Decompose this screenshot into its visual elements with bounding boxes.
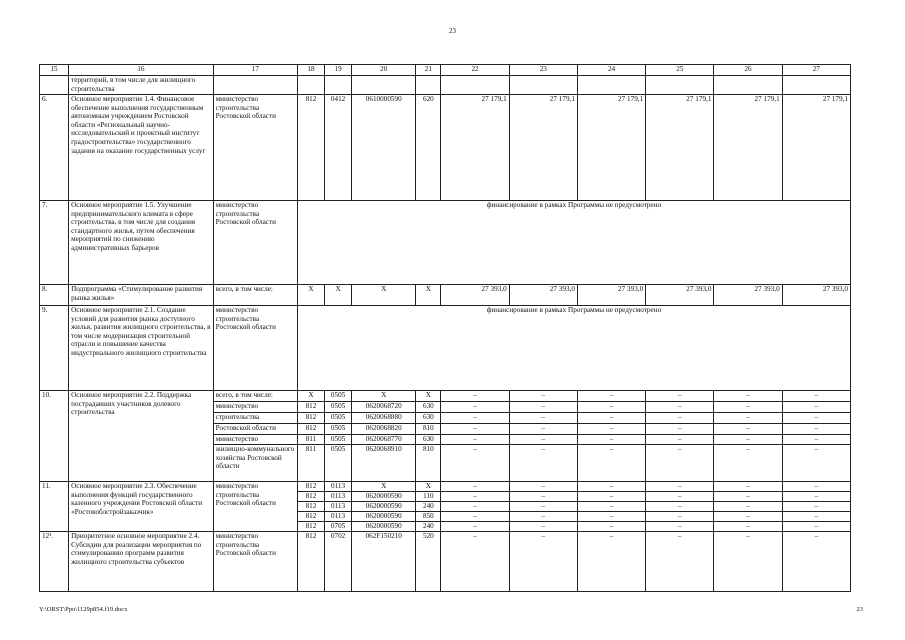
empty-cell [297,76,324,95]
value-cell-23: – [509,391,577,402]
value-cell-24: – [577,435,645,445]
cell-grbs: 811 [297,435,324,445]
cell-csr: 0620068880 [352,413,416,424]
value-cell-26: – [714,492,782,502]
value-cell-22: 27 179,1 [441,95,509,201]
cell-rzpr: 0705 [325,522,352,532]
executor-cell: министерство [213,435,297,445]
cell-rzpr: 0505 [325,445,352,482]
value-cell-22: – [441,424,509,435]
cell-csr: X [352,285,416,306]
column-header-17: 17 [213,65,297,76]
cell-grbs: 812 [297,424,324,435]
column-header-15: 15 [40,65,69,76]
value-cell-24: 27 393,0 [577,285,645,306]
value-cell-27: – [782,512,850,522]
value-cell-27: – [782,445,850,482]
cell-csr: 062F150210 [352,532,416,592]
column-header-19: 19 [325,65,352,76]
cell-rzpr: 0505 [325,402,352,413]
empty-cell [325,76,352,95]
value-cell-25: – [646,391,714,402]
cell-csr: 0610000590 [352,95,416,201]
empty-cell [782,76,850,95]
executor-cell: министерство [213,402,297,413]
value-cell-22: – [441,532,509,592]
table-row-12 [40,532,851,592]
funding-note-cell: финансирование в рамках Программы не предусмотрено [297,201,850,285]
table-row-11-sub [40,482,851,492]
value-cell-23: – [509,402,577,413]
cell-rzpr: 0113 [325,512,352,522]
cell-vr: 850 [416,512,441,522]
executor-cell: министерство строительства Ростовской области [213,482,297,532]
cell-csr: 0620068720 [352,402,416,413]
value-cell-22: – [441,435,509,445]
cell-grbs: 812 [297,402,324,413]
value-cell-26: – [714,424,782,435]
value-cell-25: – [646,445,714,482]
value-cell-25: – [646,522,714,532]
value-cell-23: – [509,512,577,522]
value-cell-23: – [509,445,577,482]
value-cell-27: – [782,435,850,445]
cell-csr: 0620000590 [352,502,416,512]
executor-cell: министерство строительства Ростовской области [213,306,297,391]
value-cell-27: – [782,413,850,424]
value-cell-26: – [714,522,782,532]
row-name-cell: Основное мероприятие 2.1. Создание условий для развития рынка доступного жилья, развития жилищного строительства, в том числе модернизация строительной отрасли и повышение качества индустриального жилищного строительства [69,306,214,391]
cell-csr: 0620000590 [352,512,416,522]
row-number-cell: 8. [40,285,69,306]
value-cell-27: 27 179,1 [782,95,850,201]
value-cell-23: – [509,424,577,435]
row-name-cell: Основное мероприятие 2.3. Обеспечение выполнения функций государственного казенного учреждения Ростовской области «Ростовоблстройзаказчик» [69,482,214,532]
value-cell-24: – [577,492,645,502]
funding-note-cell: финансирование в рамках Программы не предусмотрено [297,306,850,391]
table-row-6 [40,95,851,201]
row-number-cell: 10. [40,391,69,482]
value-cell-24: – [577,522,645,532]
cell-rzpr: 0505 [325,413,352,424]
footer-page-number: 23 [856,606,863,613]
cell-csr: X [352,482,416,492]
value-cell-22: – [441,492,509,502]
value-cell-26: – [714,482,782,492]
cell-csr: 0620068820 [352,424,416,435]
value-cell-24: – [577,413,645,424]
executor-cell: министерство строительства Ростовской области [213,201,297,285]
column-header-25: 25 [646,65,714,76]
cell-grbs: 812 [297,532,324,592]
value-cell-26: 27 179,1 [714,95,782,201]
value-cell-26: 27 393,0 [714,285,782,306]
value-cell-26: – [714,532,782,592]
cell-csr: 0620000590 [352,522,416,532]
cell-vr: 630 [416,413,441,424]
value-cell-25: 27 179,1 [646,95,714,201]
value-cell-23: 27 179,1 [509,95,577,201]
value-cell-23: – [509,435,577,445]
value-cell-25: – [646,413,714,424]
cell-csr: 0620068910 [352,445,416,482]
column-header-16: 16 [69,65,214,76]
value-cell-22: – [441,413,509,424]
value-cell-24: – [577,482,645,492]
executor-cell: Ростовской области [213,424,297,435]
row-number-cell: 7. [40,201,69,285]
cell-grbs: 812 [297,522,324,532]
column-header-27: 27 [782,65,850,76]
value-cell-25: – [646,482,714,492]
value-cell-27: – [782,391,850,402]
executor-cell: строительства [213,413,297,424]
value-cell-23: – [509,532,577,592]
value-cell-26: – [714,502,782,512]
value-cell-23: – [509,502,577,512]
value-cell-22: – [441,522,509,532]
value-cell-27: – [782,492,850,502]
empty-cell [646,76,714,95]
value-cell-25: – [646,402,714,413]
table-row-9 [40,306,851,391]
value-cell-27: – [782,424,850,435]
value-cell-25: – [646,424,714,435]
table-row-8 [40,285,851,306]
cell-vr: 110 [416,492,441,502]
cell-grbs: 812 [297,482,324,492]
row-number-cell: 6. [40,95,69,201]
value-cell-26: – [714,402,782,413]
cell-rzpr: 0505 [325,424,352,435]
cell-grbs: 812 [297,95,324,201]
cell-vr: 630 [416,402,441,413]
column-header-18: 18 [297,65,324,76]
header-row [40,65,851,76]
row-name-cell: Основное мероприятие 1.4. Финансовое обеспечение выполнения государственным автономным учреждением Ростовской области «Региональный научно-исследовательский и проектный институт градостроительства» государственного задания на оказание государственных услуг [69,95,214,201]
row-name-cell: Подпрограмма «Стимулирование развития рынка жилья» [69,285,214,306]
cell-vr: 810 [416,445,441,482]
cell-rzpr: 0113 [325,492,352,502]
cell-rzpr: 0702 [325,532,352,592]
value-cell-25: – [646,492,714,502]
value-cell-27: – [782,522,850,532]
executor-cell: всего, в том числе: [213,391,297,402]
cell-rzpr: 0113 [325,502,352,512]
cell-vr: 240 [416,522,441,532]
value-cell-23: – [509,413,577,424]
value-cell-24: – [577,402,645,413]
cell-grbs: X [297,391,324,402]
empty-cell [416,76,441,95]
value-cell-22: – [441,482,509,492]
value-cell-24: – [577,445,645,482]
value-cell-27: – [782,502,850,512]
page-number: 23 [449,27,456,35]
executor-cell: всего, в том числе: [213,285,297,306]
row-number-cell: 11. [40,482,69,532]
value-cell-24: – [577,532,645,592]
cell-grbs: 812 [297,502,324,512]
value-cell-24: 27 179,1 [577,95,645,201]
cell-rzpr: 0505 [325,391,352,402]
cell-grbs: 812 [297,413,324,424]
value-cell-23: – [509,522,577,532]
program-table [39,64,851,592]
column-header-22: 22 [441,65,509,76]
row-name-cell: территорий, в том числе для жилищного строительства [69,76,214,95]
cell-csr: 0620068770 [352,435,416,445]
cell-csr: X [352,391,416,402]
row-number-cell [40,76,69,95]
table-row-10-sub [40,391,851,402]
cell-vr: 810 [416,424,441,435]
footer-file-path: Y:\ORST\Ppo\1129p854.f19.docx [39,606,128,613]
value-cell-26: – [714,413,782,424]
cell-vr: X [416,482,441,492]
empty-cell [352,76,416,95]
value-cell-23: – [509,482,577,492]
cell-rzpr: 0113 [325,482,352,492]
empty-cell [714,76,782,95]
value-cell-25: – [646,502,714,512]
value-cell-24: – [577,512,645,522]
executor-cell: жилищно-коммунального хозяйства Ростовской области [213,445,297,482]
cell-grbs: X [297,285,324,306]
executor-cell: министерство строительства Ростовской области [213,532,297,592]
column-header-23: 23 [509,65,577,76]
value-cell-25: – [646,512,714,522]
value-cell-22: – [441,391,509,402]
executor-cell: министерство строительства Ростовской области [213,95,297,201]
value-cell-24: – [577,391,645,402]
value-cell-23: – [509,492,577,502]
value-cell-24: – [577,502,645,512]
row-name-cell: Основное мероприятие 1.5. Улучшение предпринимательского климата в сфере строительства, в том числе для создания стандартного жилья, путем обеспечения мероприятий по снижению административных барьеров [69,201,214,285]
cell-csr: 0620000590 [352,492,416,502]
value-cell-27: 27 393,0 [782,285,850,306]
cell-vr: 630 [416,435,441,445]
table-row-continued [40,76,851,95]
column-header-20: 20 [352,65,416,76]
cell-vr: X [416,285,441,306]
value-cell-26: – [714,445,782,482]
value-cell-25: – [646,532,714,592]
value-cell-27: – [782,482,850,492]
value-cell-22: – [441,502,509,512]
row-name-cell: Приоритетное основное мероприятие 2.4. Субсидии для реализации мероприятия по стимулированию программ развития жилищного строительства субъектов [69,532,214,592]
empty-cell [441,76,509,95]
empty-cell [213,76,297,95]
value-cell-22: – [441,512,509,522]
cell-grbs: 812 [297,512,324,522]
value-cell-26: – [714,391,782,402]
value-cell-26: – [714,435,782,445]
value-cell-24: – [577,424,645,435]
cell-vr: X [416,391,441,402]
value-cell-25: – [646,435,714,445]
value-cell-26: – [714,512,782,522]
cell-vr: 240 [416,502,441,512]
table-row-7 [40,201,851,285]
value-cell-22: 27 393,0 [441,285,509,306]
column-header-21: 21 [416,65,441,76]
value-cell-22: – [441,445,509,482]
cell-rzpr: 0505 [325,435,352,445]
cell-rzpr: 0412 [325,95,352,201]
column-header-26: 26 [714,65,782,76]
value-cell-27: – [782,402,850,413]
row-name-cell: Основное мероприятие 2.2. Поддержка пострадавших участников долевого строительства [69,391,214,482]
value-cell-27: – [782,532,850,592]
value-cell-22: – [441,402,509,413]
row-number-cell: 12¹. [40,532,69,592]
empty-cell [509,76,577,95]
column-header-24: 24 [577,65,645,76]
empty-cell [577,76,645,95]
value-cell-23: 27 393,0 [509,285,577,306]
cell-vr: 520 [416,532,441,592]
cell-grbs: 811 [297,445,324,482]
row-number-cell: 9. [40,306,69,391]
value-cell-25: 27 393,0 [646,285,714,306]
cell-grbs: 812 [297,492,324,502]
cell-vr: 620 [416,95,441,201]
cell-rzpr: X [325,285,352,306]
